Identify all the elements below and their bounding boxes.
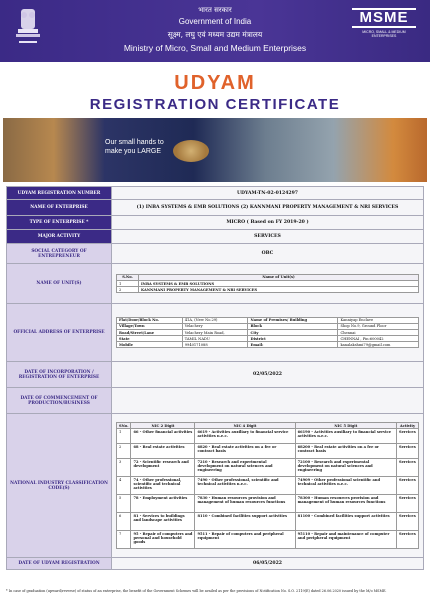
table-row xyxy=(117,444,419,459)
msme-logo-sub: MICRO, SMALL & MEDIUM ENTERPRISES xyxy=(362,30,406,38)
row-udyam-registration-date xyxy=(7,558,424,570)
nic-2digit: 72 - Scientific research and development xyxy=(131,459,195,477)
row-enterprise-type xyxy=(7,216,424,230)
table-row xyxy=(117,495,419,513)
nic-activity: Services xyxy=(397,429,419,444)
nic-5digit: 95110 - Repair and maintenance of computer and peripheral equipment xyxy=(295,531,396,549)
nic-activity: Services xyxy=(397,513,419,531)
nic-5digit: 74909 - Other professional scientific and technical activities n.e.c. xyxy=(295,477,396,495)
address-key: Email: xyxy=(248,342,338,348)
nic-activity: Services xyxy=(397,444,419,459)
label-nic-codes: NATIONAL INDUSTRY CLASSIFICATION CODE(S) xyxy=(7,414,112,558)
address-key: City xyxy=(248,329,338,335)
nic-5digit: 66190 - Activities auxiliary to financial service activities n.e.c. xyxy=(295,429,396,444)
row-enterprise-name xyxy=(7,200,424,216)
nic-sno: 6 xyxy=(117,513,131,531)
nic-activity: Services xyxy=(397,459,419,477)
nic-2digit: 81 - Services to buildings and landscape activities xyxy=(131,513,195,531)
nic-sno: 4 xyxy=(117,477,131,495)
nic-header-activity: Activity xyxy=(397,422,419,429)
table-row xyxy=(117,477,419,495)
label-enterprise-name: NAME OF ENTERPRISE xyxy=(7,200,112,216)
address-value: 9940171088 xyxy=(182,342,248,348)
row-official-address xyxy=(7,304,424,362)
table-row xyxy=(117,513,419,531)
ministry-hindi: सूक्ष्म, लघु एवं मध्यम उद्यम मंत्रालय xyxy=(167,30,263,39)
nic-header-sno: SNo. xyxy=(117,422,131,429)
address-key: State xyxy=(117,336,183,342)
nic-4digit: 9511 - Repair of computers and peripheral equipment xyxy=(195,531,295,549)
nic-2digit: 74 - Other professional, scientific and technical activities xyxy=(131,477,195,495)
address-value: TAMIL NADU xyxy=(182,336,248,342)
row-incorporation-date xyxy=(7,362,424,388)
address-key: Flat/Door/Block No. xyxy=(117,317,183,323)
nic-header-5digit: NIC 5 Digit xyxy=(295,422,396,429)
certificate-table xyxy=(6,186,424,570)
row-commencement-date xyxy=(7,388,424,414)
address-table xyxy=(116,317,419,349)
address-key: Mobile xyxy=(117,342,183,348)
table-row xyxy=(117,342,419,348)
nic-table xyxy=(116,422,419,550)
value-udyam-registration-date: 06/05/2022 xyxy=(112,558,424,570)
nic-5digit: 68200 - Real estate activities on a fee or contract basis xyxy=(295,444,396,459)
banner-tagline-2: make you LARGE xyxy=(105,148,162,155)
nic-header-4digit: NIC 4 Digit xyxy=(195,422,295,429)
nic-5digit: 72100 - Research and experimental development on natural sciences and engineering xyxy=(295,459,396,477)
value-social-category: OBC xyxy=(112,244,424,264)
value-enterprise-name: (1) INBA SYSTEMS & EMB SOLUTIONS (2) KANNMANI PROPERTY MANAGEMENT & NRI SERVICES xyxy=(112,200,424,216)
title-registration-certificate: REGISTRATION CERTIFICATE xyxy=(89,96,341,113)
government-hindi: भारत सरकार xyxy=(198,6,232,14)
table-row xyxy=(117,459,419,477)
address-key: Name of Premises/ Building xyxy=(248,317,338,323)
nic-4digit: 6619 - Activities auxiliary to financial service activities n.e.c. xyxy=(195,429,295,444)
unit-sno: 2 xyxy=(117,287,139,293)
nic-2digit: 78 - Employment activities xyxy=(131,495,195,513)
nic-4digit: 6820 - Real estate activities on a fee or contract basis xyxy=(195,444,295,459)
value-commencement-date xyxy=(112,388,424,414)
label-enterprise-type: TYPE OF ENTERPRISE * xyxy=(7,216,112,230)
row-registration-number xyxy=(7,187,424,200)
label-commencement-date: DATE OF COMMENCEMENT OF PRODUCTION/BUSINESS xyxy=(7,388,112,414)
ministry-english: Ministry of Micro, Small and Medium Enterprises xyxy=(123,43,307,53)
coin-hand-icon xyxy=(173,140,209,162)
address-key: District xyxy=(248,336,338,342)
title-udyam: UDYAM xyxy=(174,72,256,94)
nic-sno: 5 xyxy=(117,495,131,513)
unit-name: KANNMANI PROPERTY MANAGEMENT & NRI SERVICES xyxy=(139,287,419,293)
msme-logo-text: MSME xyxy=(352,8,416,28)
photo-banner xyxy=(3,118,427,182)
nic-4digit: 8110 - Combined facilities support activities xyxy=(195,513,295,531)
value-major-activity: SERVICES xyxy=(112,230,424,244)
nic-2digit: 68 - Real estate activities xyxy=(131,444,195,459)
nic-header-2digit: NIC 2 Digit xyxy=(131,422,195,429)
header-banner xyxy=(0,0,430,62)
address-value: Velachery Main Road, xyxy=(182,329,248,335)
label-udyam-registration-date: DATE OF UDYAM REGISTRATION xyxy=(7,558,112,570)
address-key: Road/Street/Lane xyxy=(117,329,183,335)
nic-2digit: 66 - Other financial activities xyxy=(131,429,195,444)
value-enterprise-type: MICRO ( Based on FY 2019-20 ) xyxy=(112,216,424,230)
table-row xyxy=(117,287,419,293)
address-value: kanalakshmi79@gmail.com xyxy=(338,342,419,348)
banner-tagline xyxy=(105,138,164,156)
row-nic-codes xyxy=(7,414,424,558)
nic-4digit: 7210 - Research and experimental development on natural sciences and engineering xyxy=(195,459,295,477)
row-unit-names xyxy=(7,264,424,304)
value-unit-names xyxy=(112,264,424,304)
nic-5digit: 78300 - Human resources provision and management of human resources functions xyxy=(295,495,396,513)
value-incorporation-date: 02/05/2022 xyxy=(112,362,424,388)
table-row xyxy=(117,531,419,549)
nic-activity: Services xyxy=(397,477,419,495)
nic-sno: 7 xyxy=(117,531,131,549)
nic-sno: 1 xyxy=(117,429,131,444)
row-major-activity xyxy=(7,230,424,244)
label-registration-number: UDYAM REGISTRATION NUMBER xyxy=(7,187,112,200)
label-incorporation-date: DATE OF INCORPORATION / REGISTRATION OF ENTERPRISE xyxy=(7,362,112,388)
nic-sno: 2 xyxy=(117,444,131,459)
unit-name: INBA SYSTEMS & EMB SOLUTIONS xyxy=(139,281,419,287)
nic-5digit: 81100 - Combined facilities support activities xyxy=(295,513,396,531)
footnote: * In case of graduation (upward/reverse) of status of an enterprise, the benefit of the Government Schemes will be availed as per the provisions of Notification No. S.O. 2119(E) dated 26.06.2020 issued by the M/o MSME. xyxy=(6,589,387,593)
table-row xyxy=(117,429,419,444)
address-value: Shop No.9, Ground Floor xyxy=(338,323,419,329)
address-value: Kanniyap Enclave xyxy=(338,317,419,323)
address-key: Block xyxy=(248,323,338,329)
address-key: Village/Town xyxy=(117,323,183,329)
unit-sno: 1 xyxy=(117,281,139,287)
row-social-category xyxy=(7,244,424,264)
units-header-name: Name of Unit(s) xyxy=(139,274,419,281)
address-value: CHENNAI , Pin:600042 xyxy=(338,336,419,342)
nic-2digit: 95 - Repair of computers and personal and household goods xyxy=(131,531,195,549)
address-value: Velachery xyxy=(182,323,248,329)
label-major-activity: MAJOR ACTIVITY xyxy=(7,230,112,244)
nic-4digit: 7490 - Other professional, scientific and technical activities n.e.c. xyxy=(195,477,295,495)
address-value: Chennai xyxy=(338,329,419,335)
banner-tagline-1: Our small hands to xyxy=(105,139,164,146)
msme-logo xyxy=(352,8,416,38)
label-social-category: SOCIAL CATEGORY OF ENTREPRENEUR xyxy=(7,244,112,264)
label-official-address: OFFICIAL ADDRESS OF ENTERPRISE xyxy=(7,304,112,362)
units-header-sno: S.No. xyxy=(117,274,139,281)
nic-sno: 3 xyxy=(117,459,131,477)
government-english: Government of India xyxy=(178,17,252,26)
label-unit-names: NAME OF UNIT(S) xyxy=(7,264,112,304)
address-value: 41A, (New No.29) xyxy=(182,317,248,323)
value-official-address xyxy=(112,304,424,362)
units-table xyxy=(116,274,419,294)
nic-4digit: 7830 - Human resources provision and management of human resources functions xyxy=(195,495,295,513)
nic-activity: Services xyxy=(397,495,419,513)
nic-activity: Services xyxy=(397,531,419,549)
value-registration-number: UDYAM-TN-02-0124297 xyxy=(112,187,424,200)
value-nic-codes xyxy=(112,414,424,558)
